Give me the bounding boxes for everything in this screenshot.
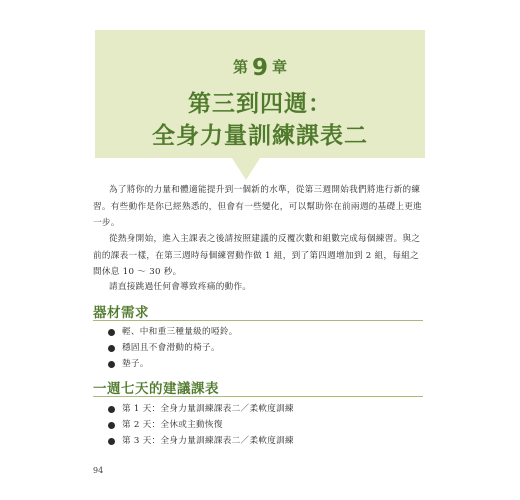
equipment-divider	[93, 320, 423, 321]
page-number: 94	[93, 466, 104, 475]
list-item	[108, 417, 294, 433]
chapter-suffix: 章	[272, 58, 288, 76]
equipment-heading: 器材需求	[93, 305, 149, 321]
equipment-list	[108, 324, 238, 372]
banner-pointer	[232, 158, 260, 180]
list-item-text: 第 2 天：全休或主動恢復	[122, 420, 223, 430]
chapter-title-line-1: 第三到四週：	[188, 91, 332, 117]
list-item	[108, 433, 294, 449]
bullet-icon	[108, 329, 115, 336]
list-item-text: 第 1 天：全身力量訓練課表二／柔軟度訓練	[122, 404, 294, 414]
list-item	[108, 401, 294, 417]
bullet-icon	[108, 345, 115, 352]
list-item	[108, 356, 238, 372]
chapter-title-line-2: 全身力量訓練課表二	[152, 123, 368, 149]
pain-note-paragraph: 請直接跳過任何會導致疼痛的動作。	[109, 282, 252, 292]
weekly-plan-divider	[93, 396, 423, 397]
list-item	[108, 324, 238, 340]
list-item-text: 墊子。	[122, 359, 149, 369]
chapter-prefix: 第	[232, 58, 248, 76]
bullet-icon	[108, 438, 115, 445]
list-item-text: 輕、中和重三種量級的啞鈴。	[122, 327, 238, 337]
chapter-label	[95, 55, 425, 81]
bullet-icon	[108, 422, 115, 429]
list-item	[108, 340, 238, 356]
bullet-icon	[108, 406, 115, 413]
list-item-text: 第 3 天：全身力量訓練課表二／柔軟度訓練	[122, 436, 294, 446]
intro-paragraph: 為了將你的力量和體適能提升到一個新的水準，從第三週開始我們將進行新的練習。有些動作是你已經熟悉的，但會有一些變化，可以幫助你在前兩週的基礎上更進一步。	[93, 185, 423, 228]
weekly-plan-heading: 一週七天的建議課表	[93, 381, 219, 397]
chapter-number: 9	[251, 55, 268, 81]
list-item-text: 穩固且不會滑動的椅子。	[122, 343, 220, 353]
warmup-paragraph: 從熱身開始，進入主課表之後請按照建議的反覆次數和組數完成每個練習。與之前的課表一樣，在第三週時每個練習動作做 1 組，到了第四週增加到 2 組，每組之間休息 10 ～ 30 秒。	[93, 234, 421, 277]
bullet-icon	[108, 361, 115, 368]
weekly-plan-list	[108, 401, 294, 449]
